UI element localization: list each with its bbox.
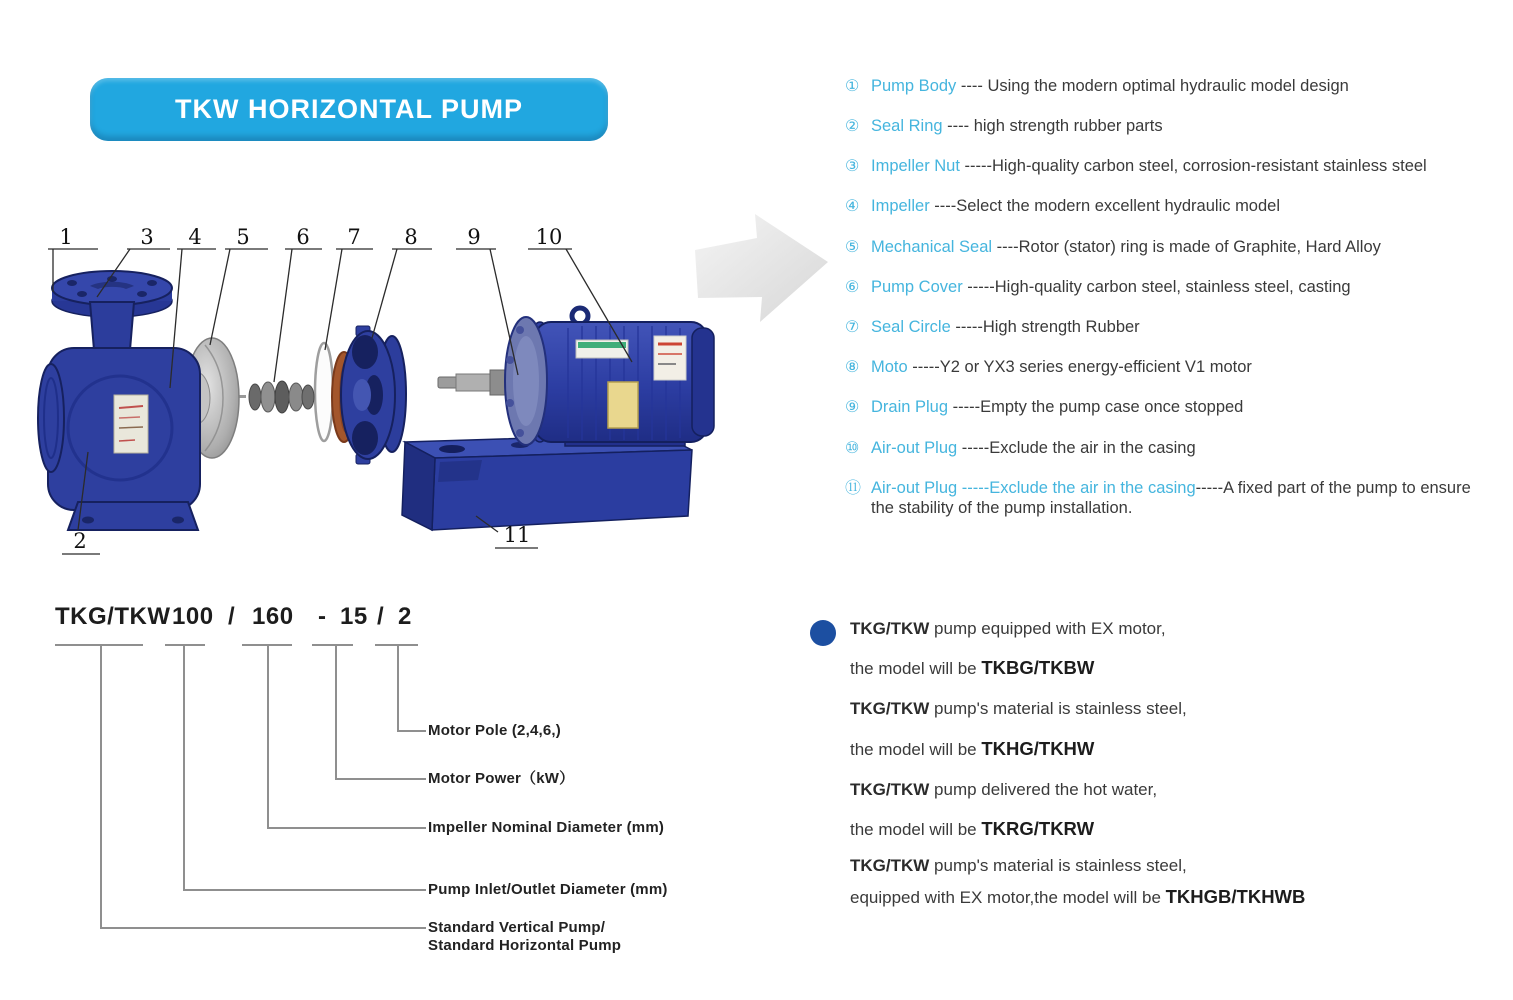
callout-8: 8 <box>404 225 418 249</box>
leader-line <box>267 646 269 829</box>
parts-list-item <box>845 156 1490 177</box>
part-name: Air-out Plug <box>871 439 958 457</box>
note-line: the model will be TKRG/TKRW <box>850 818 1095 839</box>
underline <box>165 644 205 646</box>
circled-number: ⑪ <box>845 480 862 497</box>
callout-5: 5 <box>236 225 250 249</box>
motor-shaft <box>438 370 512 395</box>
callout-7: 7 <box>347 225 361 249</box>
part-description: -----High-quality carbon steel, stainless steel, casting <box>962 278 1351 296</box>
part-name: Impeller Nut <box>871 157 960 175</box>
pump-exploded-diagram <box>20 200 850 575</box>
part-description: -----Empty the pump case once stopped <box>948 398 1244 416</box>
underline <box>312 644 353 646</box>
circled-number: ⑦ <box>845 319 860 336</box>
part-description: ----Rotor (stator) ring is made of Graphite, Hard Alloy <box>992 238 1381 256</box>
part-name: Pump Cover <box>871 278 963 296</box>
model-separator: / <box>377 603 385 630</box>
part-name: Air-out Plug -----Exclude the air in the casing <box>871 479 1196 497</box>
label-standard-pump: Standard Vertical Pump/ Standard Horizontal Pump <box>428 919 622 954</box>
callout-10: 10 <box>535 225 563 249</box>
circled-number: ② <box>845 118 860 135</box>
part-description: -----High strength Rubber <box>950 318 1140 336</box>
part-description: -----A fixed part of the pump to ensure the stability of the pump installation. <box>871 479 1476 517</box>
callout-6: 6 <box>296 225 310 249</box>
callout-1: 1 <box>59 225 73 249</box>
pump-body <box>38 271 200 530</box>
circled-number: ⑥ <box>845 279 860 296</box>
mechanical-seal-parts <box>238 381 314 413</box>
callout-4: 4 <box>188 225 202 249</box>
pump-body-label-sticker <box>114 395 148 453</box>
label-impeller-diameter: Impeller Nominal Diameter (mm) <box>428 819 665 836</box>
note-line: the model will be TKHG/TKHW <box>850 738 1095 759</box>
parts-list-item <box>845 397 1490 418</box>
callout-11: 11 <box>503 523 531 547</box>
part-description: ----Select the modern excellent hydraulic model <box>929 197 1281 215</box>
circled-number: ⑤ <box>845 239 860 256</box>
note-line: the model will be TKBG/TKBW <box>850 657 1095 678</box>
gasket-ring <box>315 343 333 441</box>
label-motor-power: Motor Power（kW） <box>428 770 575 787</box>
pump-cover <box>332 326 406 464</box>
part-name: Impeller <box>871 197 930 215</box>
parts-list-item <box>845 317 1490 338</box>
title-banner <box>90 78 608 141</box>
callout-9: 9 <box>467 225 481 249</box>
part-description: -----Exclude the air in the casing <box>957 439 1196 457</box>
part-name: Moto <box>871 358 908 376</box>
parts-list-item <box>845 357 1490 378</box>
page-title: TKW HORIZONTAL PUMP <box>175 94 523 124</box>
note-line: TKG/TKW pump delivered the hot water, <box>850 780 1158 799</box>
part-description: -----High-quality carbon steel, corrosion-resistant stainless steel <box>959 157 1427 175</box>
circled-number: ⑩ <box>845 440 860 457</box>
right-arrow-icon <box>695 214 828 322</box>
leader-line <box>183 646 185 891</box>
parts-list-item <box>845 76 1490 97</box>
label-motor-pole: Motor Pole (2,4,6,) <box>428 722 561 739</box>
parts-list-item <box>845 478 1490 518</box>
leader-line <box>183 889 426 891</box>
circled-number: ⑨ <box>845 399 860 416</box>
model-seg-impeller: 160 <box>252 603 294 630</box>
parts-list-item <box>845 277 1490 298</box>
part-name: Drain Plug <box>871 398 949 416</box>
parts-list-item <box>845 116 1490 137</box>
note-line: equipped with EX motor,the model will be TKHGB/TKHWB <box>850 886 1306 907</box>
underline <box>55 644 143 646</box>
note-line: TKG/TKW pump's material is stainless steel, <box>850 856 1187 875</box>
model-separator: / <box>228 603 236 630</box>
leader-line <box>267 827 426 829</box>
circled-number: ① <box>845 78 860 95</box>
circled-number: ④ <box>845 198 860 215</box>
part-name: Seal Ring <box>871 117 943 135</box>
circled-number: ⑧ <box>845 359 860 376</box>
model-separator: - <box>318 603 327 630</box>
label-inlet-outlet: Pump Inlet/Outlet Diameter (mm) <box>428 881 668 898</box>
part-description: ---- high strength rubber parts <box>942 117 1163 135</box>
part-name: Pump Body <box>871 77 957 95</box>
model-seg-power: 15 <box>340 603 368 630</box>
leader-line <box>397 646 399 732</box>
part-description: -----Y2 or YX3 series energy-efficient V1 motor <box>907 358 1252 376</box>
callout-3: 3 <box>140 225 154 249</box>
leader-line <box>100 927 426 929</box>
parts-list-item <box>845 237 1490 258</box>
circled-number: ③ <box>845 158 860 175</box>
parts-list-item <box>845 196 1490 217</box>
part-name: Seal Circle <box>871 318 951 336</box>
callout-2: 2 <box>73 529 87 553</box>
pump-base-block <box>402 434 692 530</box>
note-line: TKG/TKW pump equipped with EX motor, <box>850 619 1166 638</box>
parts-list-item <box>845 438 1490 459</box>
leader-line <box>335 646 337 780</box>
part-description: ---- Using the modern optimal hydraulic model design <box>956 77 1349 95</box>
note-line: TKG/TKW pump's material is stainless steel, <box>850 699 1187 718</box>
model-seg-inlet: 100 <box>172 603 214 630</box>
part-name: Mechanical Seal <box>871 238 993 256</box>
bullet-icon <box>810 620 836 646</box>
leader-line <box>397 730 426 732</box>
leader-line <box>100 646 102 929</box>
motor <box>438 308 714 446</box>
model-seg-pole: 2 <box>398 603 412 630</box>
model-prefix: TKG/TKW <box>55 603 171 630</box>
leader-line <box>335 778 426 780</box>
